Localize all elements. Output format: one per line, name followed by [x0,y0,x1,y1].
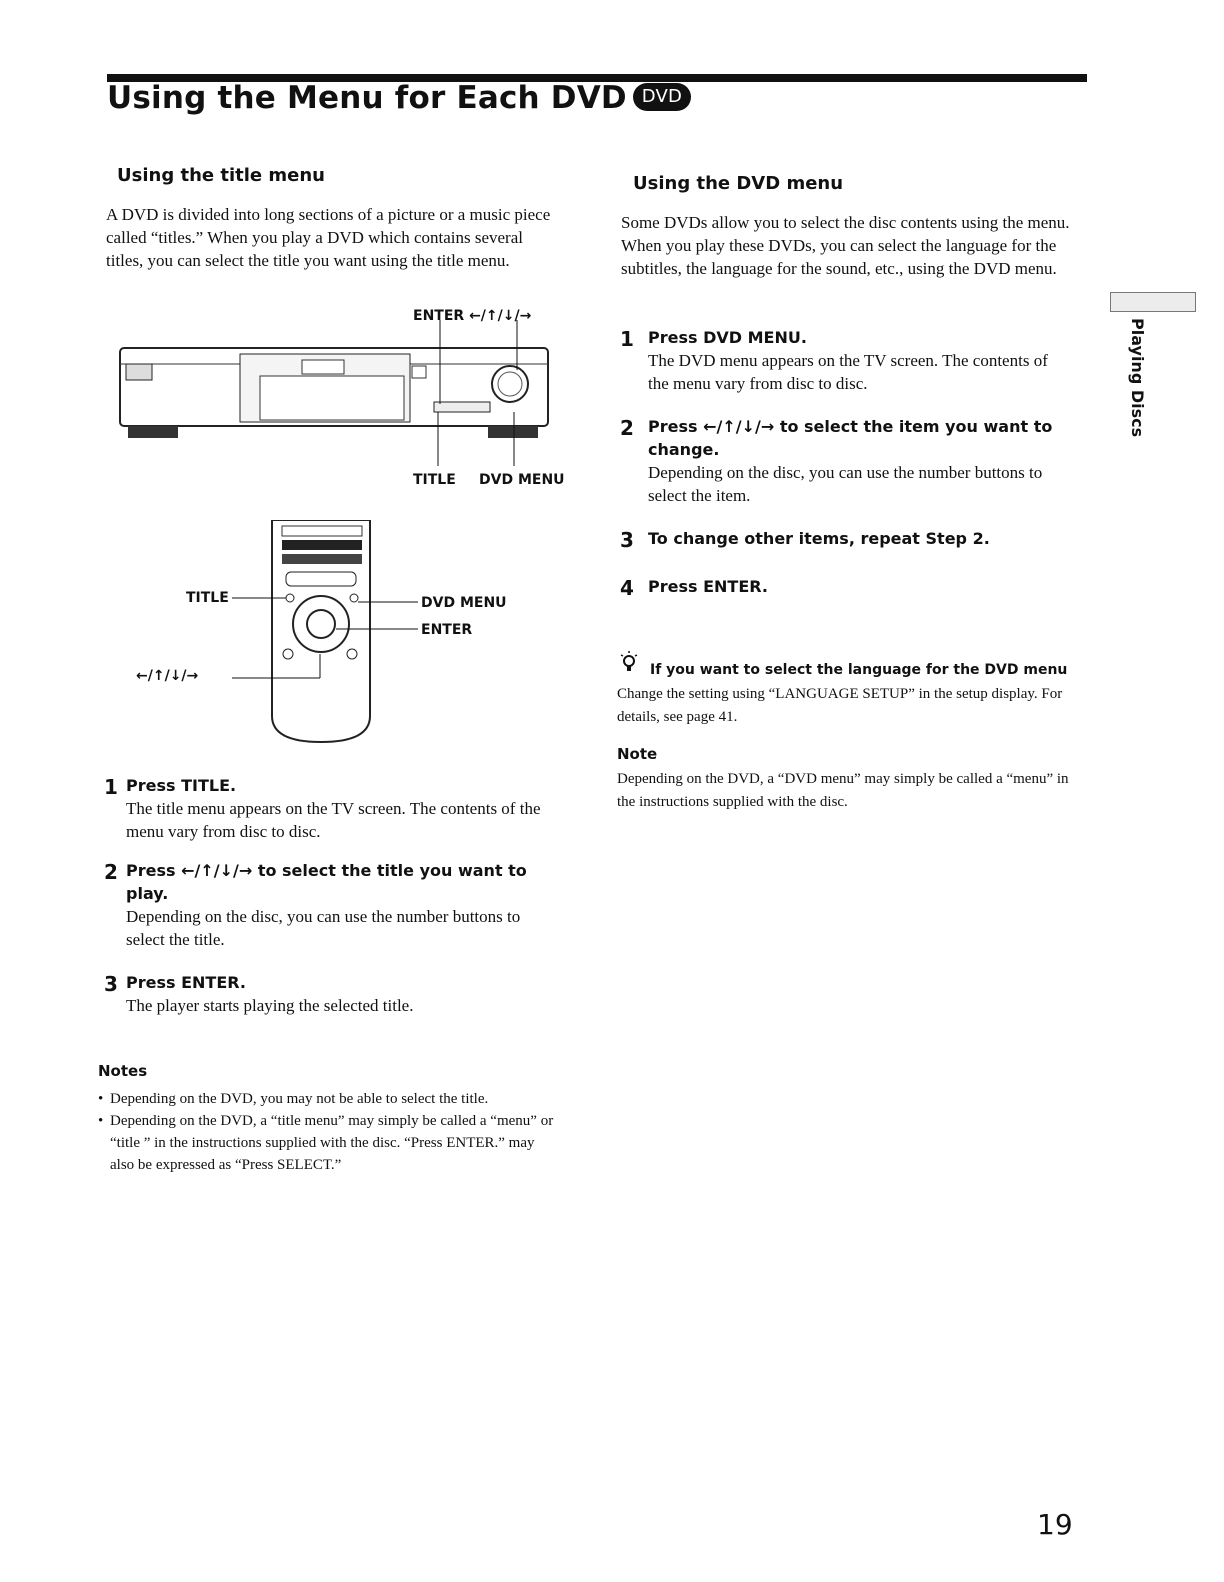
remote-top-buttons [282,526,362,536]
remote-dvd-menu-label: DVD MENU [421,595,507,611]
dvd-step-3 [620,527,1080,553]
remote-small-button-right [347,649,357,659]
step-heading: Press ENTER. [648,577,768,596]
dvd-step-4 [620,575,1080,601]
open-close-button [412,366,426,378]
step-content [126,859,536,951]
step-number: 1 [620,327,634,351]
step-description: The DVD menu appears on the TV screen. The contents of the menu vary from disc to disc. [648,351,1048,393]
remote-enter-label: ENTER [421,622,473,638]
dvd-menu-steps [620,326,1080,601]
remote-dvd-menu-button [350,594,358,602]
step-heading: Press ENTER. [126,973,246,992]
title-notes-heading: Notes [98,1062,148,1080]
dvd-step-1 [620,326,1080,395]
step-content [126,971,413,1017]
remote-row-buttons-2 [282,554,362,564]
title-step-3 [104,971,568,1017]
step-heading: Press DVD MENU. [648,328,807,347]
title-step-1 [104,774,568,843]
step-number: 3 [104,972,118,996]
remote-arrows-label: ←/↑/↓/→ [136,668,199,684]
remote-enter-button [307,610,335,638]
step-heading: Press ←/↑/↓/→ to select the item you want to change. [648,417,1053,459]
player-enter-text: ENTER [413,308,465,324]
display-window [302,360,344,374]
power-button [126,364,152,380]
dvd-menu-intro: Some DVDs allow you to select the disc contents using the menu. When you play these DVDs, you can select the language for the subtitles, the language for the sound, etc., using the DVD menu. [621,213,1070,278]
step-heading: Press TITLE. [126,776,237,795]
step-heading: To change other items, repeat Step 2. [648,529,990,548]
step-description: Depending on the disc, you can use the number buttons to select the item. [648,463,1043,505]
remote-play-buttons [286,572,356,586]
step-number: 2 [104,860,118,884]
player-title-label: TITLE [413,472,456,488]
dvd-badge-icon: DVD [633,83,691,111]
player-arrows-text: ←/↑/↓/→ [469,308,532,324]
page-number: 19 [1037,1508,1073,1541]
title-menu-heading: Using the title menu [117,165,325,186]
title-notes-list [98,1088,558,1176]
title-step-2 [104,859,568,951]
remote-title-button [286,594,294,602]
step-number: 3 [620,528,634,552]
page-title [107,80,691,116]
dvd-menu-note-heading: Note [617,745,658,763]
title-menu-steps [104,774,568,1017]
step-description: The title menu appears on the TV screen. The contents of the menu vary from disc to disc. [126,799,541,841]
step-number: 2 [620,416,634,440]
step-number: 4 [620,576,634,600]
dvd-player-illustration [116,320,556,470]
left-foot [128,426,178,438]
tray-door [260,376,404,420]
step-description: Depending on the disc, you can use the number buttons to select the title. [126,907,521,949]
page-title-text: Using the Menu for Each DVD [107,80,627,116]
step-description: The player starts playing the selected title. [126,996,414,1015]
remote-row-buttons-1 [282,540,362,550]
jog-dial [492,366,528,402]
side-tab-marker [1110,292,1196,312]
dvd-step-2 [620,415,1080,507]
title-note-item: • Depending on the DVD, you may not be able to select the title. [98,1088,558,1110]
step-heading: Press ←/↑/↓/→ to select the title you want to play. [126,861,527,903]
title-note-item: • Depending on the DVD, a “title menu” may simply be called a “menu” or “title ” in the instructions supplied with the disc. “Press ENTER.” may also be expressed as “Press SELECT.” [98,1110,558,1176]
remote-illustration [232,520,422,746]
right-foot [488,426,538,438]
step-content [126,774,560,843]
step-content [648,415,1068,507]
step-content [648,326,1048,395]
lightbulb-tip-icon [618,650,640,674]
remote-title-label: TITLE [186,590,229,606]
tip-body: Change the setting using “LANGUAGE SETUP” in the setup display. For details, see page 41. [617,686,1063,725]
dvd-menu-note-body: Depending on the DVD, a “DVD menu” may simply be called a “menu” in the instructions supplied with the disc. [617,771,1069,810]
dvd-menu-heading: Using the DVD menu [633,173,844,194]
player-dvd-menu-label: DVD MENU [479,472,565,488]
remote-small-button-left [283,649,293,659]
side-tab-label: Playing Discs [1128,318,1147,438]
step-number: 1 [104,775,118,799]
control-buttons [434,402,490,412]
title-menu-intro: A DVD is divided into long sections of a picture or a music piece called “titles.” When you play a DVD which contains several titles, you can select the title you want using the title menu. [106,205,551,270]
tip-heading: If you want to select the language for the DVD menu [650,662,1068,678]
